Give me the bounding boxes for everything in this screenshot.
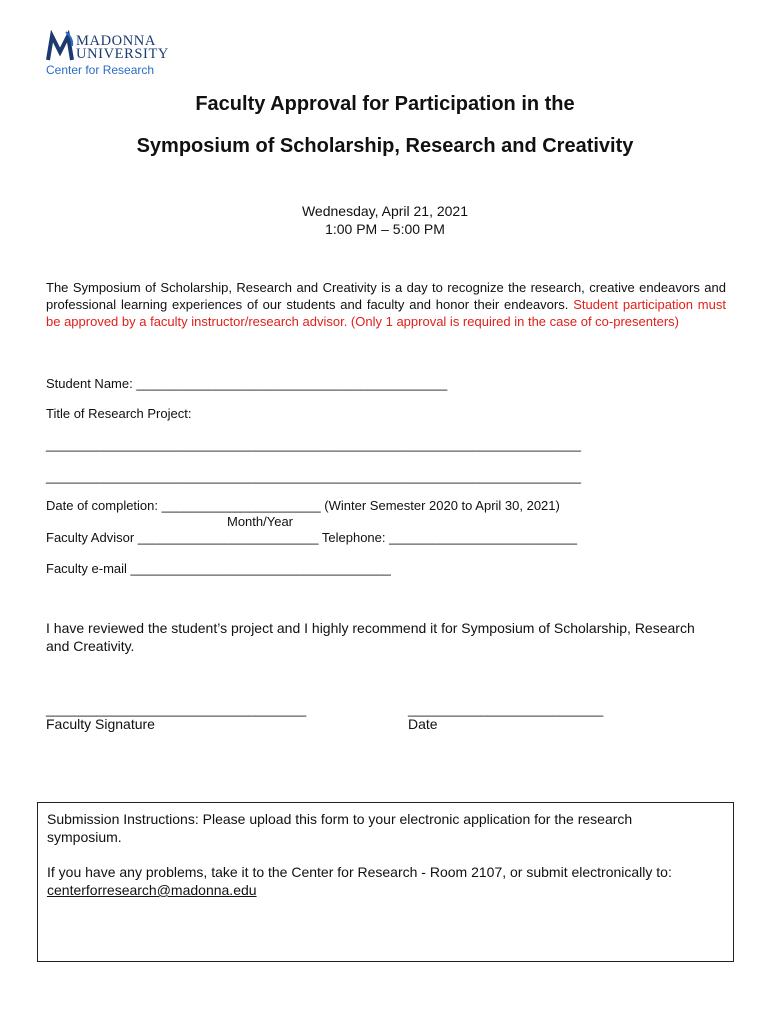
logo-wordmark-line2: UNIVERSITY — [76, 46, 169, 62]
signature-date-line[interactable]: ___________________________ — [408, 702, 604, 717]
submission-email-link[interactable]: centerforresearch@madonna.edu — [47, 882, 257, 898]
intro-paragraph — [46, 279, 726, 330]
event-date: Wednesday, April 21, 2021 — [301, 203, 469, 219]
faculty-signature-label: Faculty Signature — [46, 716, 155, 732]
event-time: 1:00 PM – 5:00 PM — [325, 221, 445, 237]
student-name-field[interactable]: Student Name: ___________________________________________ — [46, 376, 448, 391]
statement-line1: I have reviewed the student’s project and I highly recommend it for Symposium of Scholarship, Research — [46, 620, 695, 636]
advisor-telephone-field[interactable]: Faculty Advisor _________________________ Telephone: __________________________ — [46, 530, 578, 545]
research-title-line-1[interactable]: __________________________________________________________________________ — [46, 437, 582, 452]
statement-line2: and Creativity. — [46, 638, 135, 654]
completion-date-field[interactable]: Date of completion: ______________________ (Winter Semester 2020 to April 30, 2021) — [46, 498, 560, 513]
submission-line1: Submission Instructions: Please upload this form to your electronic application for the research — [47, 811, 633, 827]
page-title-line1: Faculty Approval for Participation in the — [195, 93, 575, 115]
signature-date-label: Date — [408, 716, 438, 732]
submission-instructions-box — [37, 802, 734, 962]
intro-text: The Symposium of Scholarship, Research and Creativity is a day to recognize the research, creative endeavors and professional learning experiences of our students and faculty and honor their endeavors. — [46, 280, 726, 312]
university-logo — [46, 30, 186, 78]
logo-subtitle: Center for Research — [46, 63, 155, 77]
faculty-email-field[interactable]: Faculty e-mail ____________________________________ — [46, 561, 391, 576]
madonna-m-icon — [46, 30, 80, 64]
logo-wordmark-line1: MADONNA — [76, 33, 156, 49]
research-title-label: Title of Research Project: — [46, 406, 192, 421]
intro-highlight: Student participation must be approved by a faculty instructor/research advisor. (Only 1 approval is required in the case of co-presenters) — [46, 297, 726, 329]
submission-problems: If you have any problems, take it to the Center for Research - Room 2107, or submit electronically to: — [47, 864, 672, 880]
research-title-line-2[interactable]: __________________________________________________________________________ — [46, 469, 582, 484]
faculty-signature-line[interactable]: ____________________________________ — [46, 702, 307, 717]
submission-line2: symposium. — [47, 829, 122, 845]
completion-date-hint: Month/Year — [227, 514, 294, 529]
page-title-line2: Symposium of Scholarship, Research and Creativity — [136, 135, 634, 157]
